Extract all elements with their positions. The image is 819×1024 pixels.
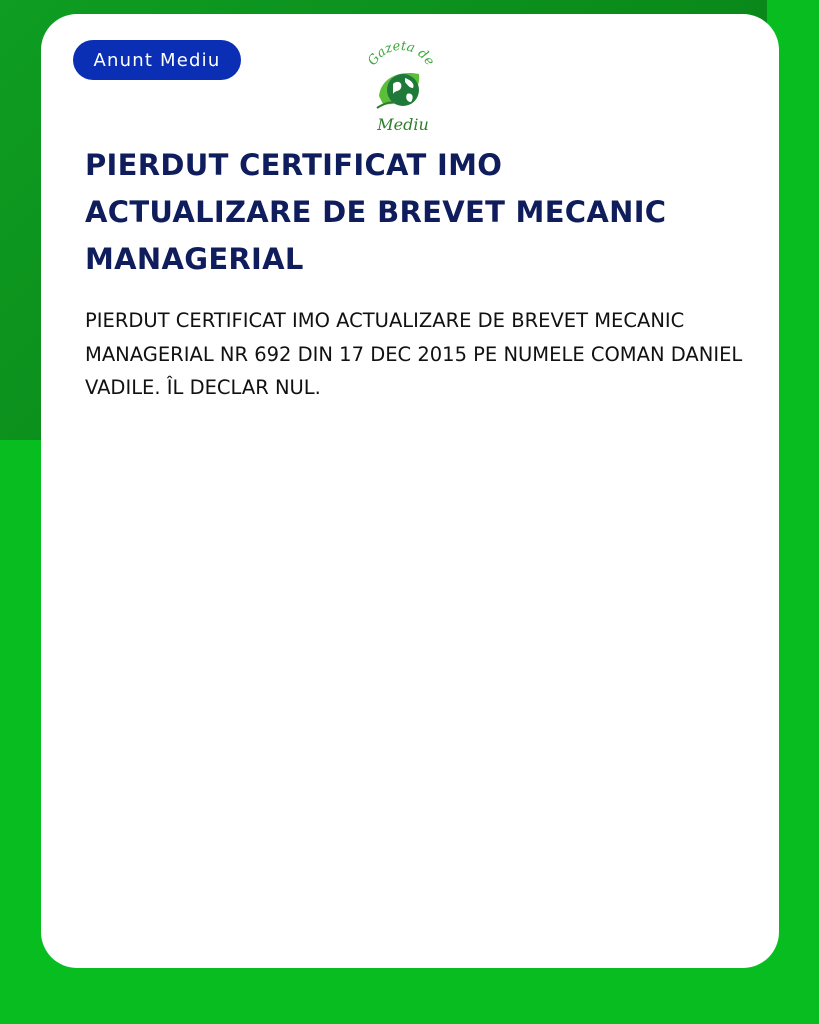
announcement-body: PIERDUT CERTIFICAT IMO ACTUALIZARE DE BREVET MECANIC MANAGERIAL NR 692 DIN 17 DEC 2015 PE NUMELE COMAN DANIEL VADILE. ÎL DECLAR NUL. [85, 309, 743, 399]
logo-text-top: Gazeta de [365, 38, 438, 69]
logo-text-bottom: Mediu [377, 115, 429, 134]
announcement-card [41, 14, 779, 968]
category-tag[interactable]: Anunt Mediu [73, 40, 241, 80]
gazeta-de-mediu-logo [359, 38, 443, 134]
announcement-title: PIERDUT CERTIFICAT IMO ACTUALIZARE DE BREVET MECANIC MANAGERIAL [85, 148, 667, 276]
svg-text:Gazeta de [365, 39, 437, 69]
